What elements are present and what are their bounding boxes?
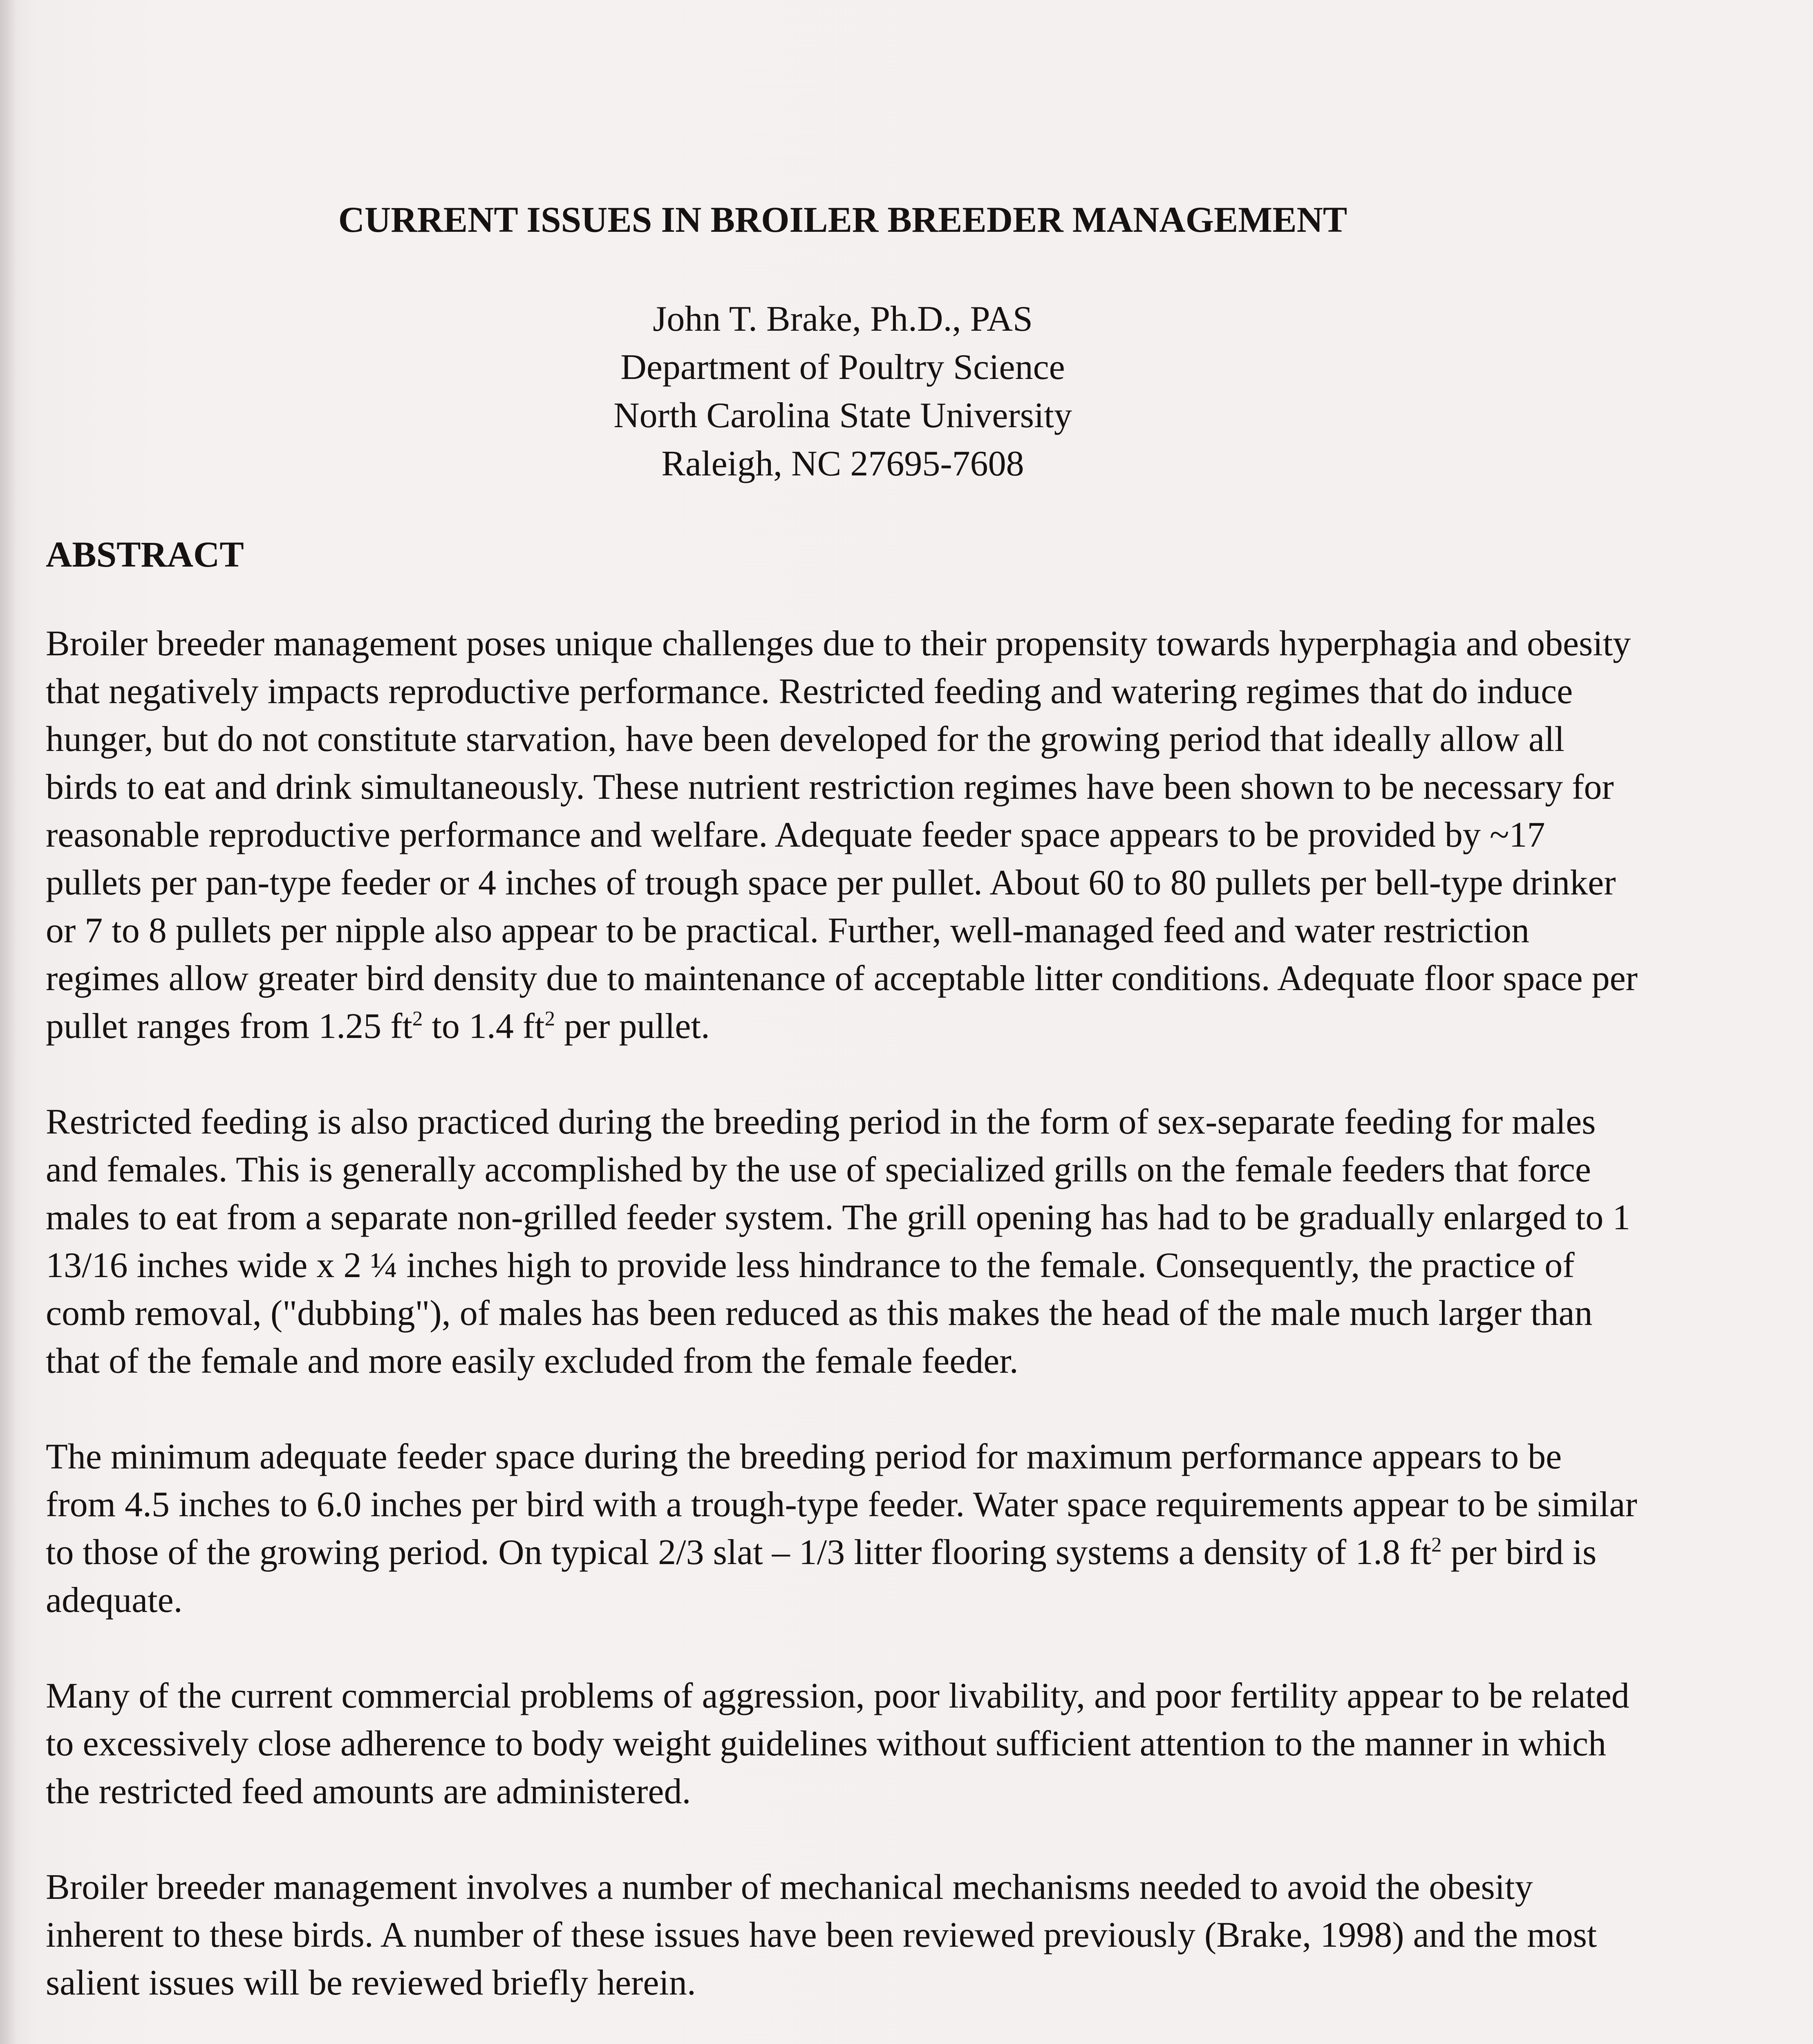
paragraph-4: Many of the current commercial problems of aggression, poor livability, and poor fertility appear to be related to excessively close adherence to body weight guidelines without sufficient attention to the manner in which the restricted feed amounts are administered. [46, 1676, 1629, 1811]
author-name: John T. Brake, Ph.D., PAS [653, 299, 1033, 339]
paragraph-1-mid: to 1.4 ft [423, 1006, 545, 1046]
author-address: Raleigh, NC 27695-7608 [661, 444, 1024, 484]
paragraph-1 [46, 620, 1640, 1050]
paragraph-1-superscript-1: 2 [412, 1007, 423, 1031]
paragraph-1-superscript-2: 2 [544, 1007, 555, 1031]
paragraph-3-superscript: 2 [1431, 1533, 1442, 1557]
paragraph-1-end: per pullet. [555, 1006, 710, 1046]
paragraph-1-text: Broiler breeder management poses unique challenges due to their propensity towards hyperphagia and obesity that negatively impacts reproductive performance. Restricted feeding and watering regimes that do induce hunger, but do not constitute starvation, have been developed for the growing period that ideally allow all birds to eat and drink simultaneously. These nutrient restriction regimes have been shown to be necessary for reasonable reproductive performance and welfare. Adequate feeder space appears to be provided by ~17 pullets per pan-type feeder or 4 inches of trough space per pullet. About 60 to 80 pullets per bell-type drinker or 7 to 8 pullets per nipple also appear to be practical. Further, well-managed feed and water restriction regimes allow greater bird density due to maintenance of acceptable litter conditions. Adequate floor space per pullet ranges from 1.25 ft [46, 624, 1638, 1046]
article-content [46, 196, 1640, 2044]
article-title: CURRENT ISSUES IN BROILER BREEDER MANAGEMENT [338, 200, 1347, 240]
paragraph-5: Broiler breeder management involves a number of mechanical mechanisms needed to avoid the obesity inherent to these birds. A number of these issues have been reviewed previously (Brake, 1998) and the most salient issues will be reviewed briefly herein. [46, 1867, 1597, 2003]
abstract-heading: ABSTRACT [46, 535, 244, 575]
paragraph-3-end: per bird is adequate. [46, 1533, 1597, 1620]
author-department: Department of Poultry Science [620, 347, 1065, 387]
paragraph-3-text: The minimum adequate feeder space during the breeding period for maximum performance appears to be from 4.5 inches to 6.0 inches per bird with a trough-type feeder. Water space requirements appear to be similar to those of the growing period. On typical 2/3 slat – 1/3 litter flooring systems a density of 1.8 ft [46, 1437, 1637, 1572]
paragraph-2: Restricted feeding is also practiced during the breeding period in the form of sex-separate feeding for males and females. This is generally accomplished by the use of specialized grills on the female feeders that force males to eat from a separate non-grilled feeder system. The grill opening has had to be gradually enlarged to 1 13/16 inches wide x 2 ¼ inches high to provide less hindrance to the female. Consequently, the practice of comb removal, ("dubbing"), of males has been reduced as this makes the head of the male much larger than that of the female and more easily excluded from the female feeder. [46, 1102, 1631, 1381]
author-university: North Carolina State University [613, 396, 1072, 435]
paragraph-3 [46, 1433, 1640, 1624]
author-block [46, 295, 1640, 488]
page-edge-shadow [0, 0, 16, 2044]
